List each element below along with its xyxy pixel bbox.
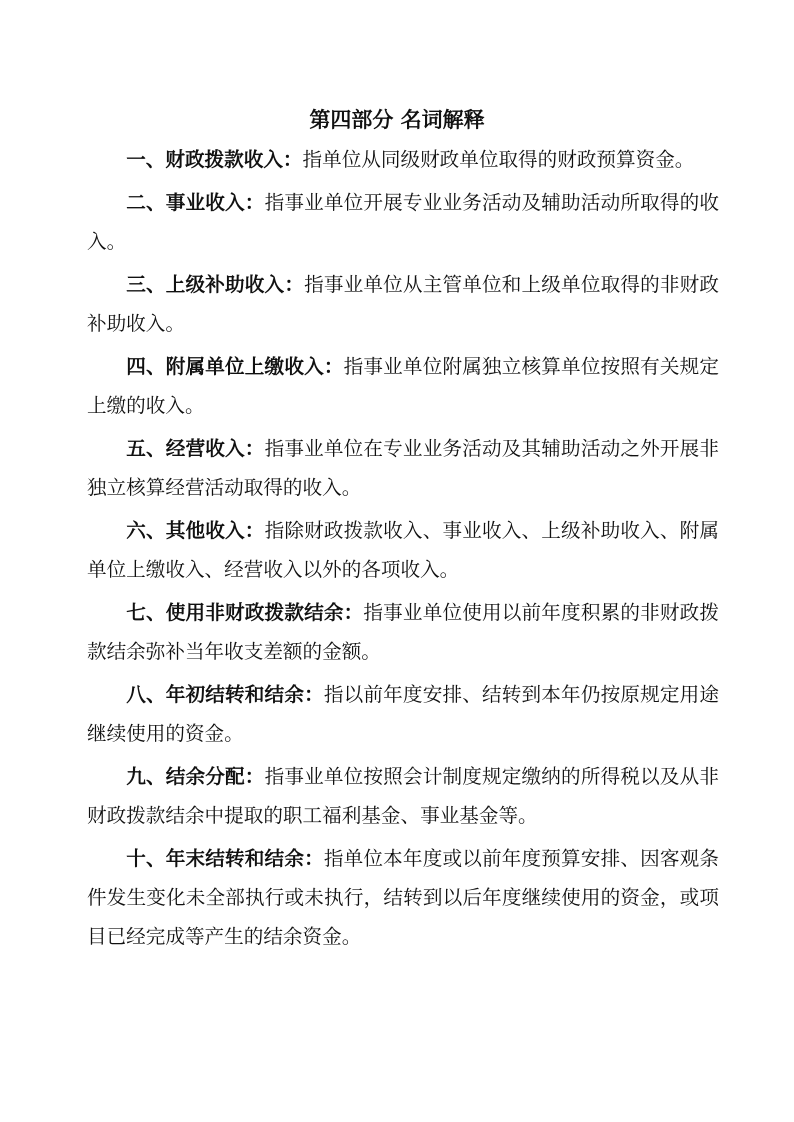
glossary-entry <box>87 183 719 261</box>
glossary-entry <box>87 511 719 589</box>
glossary-definition: 指除财政拨款收入、事业收入、上级补助收入、附属单位上缴收入、经营收入以外的各项收入。 <box>87 519 720 581</box>
glossary-term: 一、财政拨款收入： <box>126 148 303 171</box>
glossary-term: 八、年初结转和结余： <box>126 683 324 706</box>
glossary-entry <box>87 429 719 507</box>
glossary-term: 五、经营收入： <box>126 437 265 460</box>
glossary-definition: 指单位本年度或以前年度预算安排、因客观条件发生变化未全部执行或未执行，结转到以后年度继续使用的资金，或项目已经完成等产生的结余资金。 <box>87 847 720 948</box>
glossary-entry <box>87 593 719 671</box>
glossary-entry <box>87 757 719 835</box>
glossary-definition: 指以前年度安排、结转到本年仍按原规定用途继续使用的资金。 <box>87 683 720 745</box>
glossary-term: 十、年末结转和结余： <box>126 847 324 870</box>
glossary-entry <box>87 675 719 753</box>
glossary-term: 四、附属单位上缴收入： <box>126 355 344 378</box>
glossary-entry <box>87 839 719 956</box>
glossary-term: 六、其他收入： <box>126 519 265 542</box>
glossary-term: 二、事业收入： <box>126 191 265 214</box>
glossary-term: 七、使用非财政拨款结余： <box>126 601 364 624</box>
glossary-definition: 指事业单位从主管单位和上级单位取得的非财政补助收入。 <box>87 273 720 335</box>
page-title: 第四部分 名词解释 <box>309 108 485 132</box>
glossary-definition: 指事业单位在专业业务活动及其辅助活动之外开展非独立核算经营活动取得的收入。 <box>87 437 720 499</box>
glossary-definition: 指单位从同级财政单位取得的财政预算资金。 <box>302 148 695 171</box>
glossary-entry <box>87 347 719 425</box>
glossary-entry <box>87 140 719 179</box>
glossary-term: 三、上级补助收入： <box>126 273 305 296</box>
glossary-list <box>87 140 719 960</box>
glossary-definition: 指事业单位使用以前年度积累的非财政拨款结余弥补当年收支差额的金额。 <box>87 601 720 663</box>
glossary-definition: 指事业单位附属独立核算单位按照有关规定上缴的收入。 <box>87 355 720 417</box>
glossary-definition: 指事业单位开展专业业务活动及辅助活动所取得的收入。 <box>87 191 720 253</box>
glossary-definition: 指事业单位按照会计制度规定缴纳的所得税以及从非财政拨款结余中提取的职工福利基金、事业基金等。 <box>87 765 720 827</box>
glossary-entry <box>87 265 719 343</box>
glossary-term: 九、结余分配： <box>126 765 265 788</box>
